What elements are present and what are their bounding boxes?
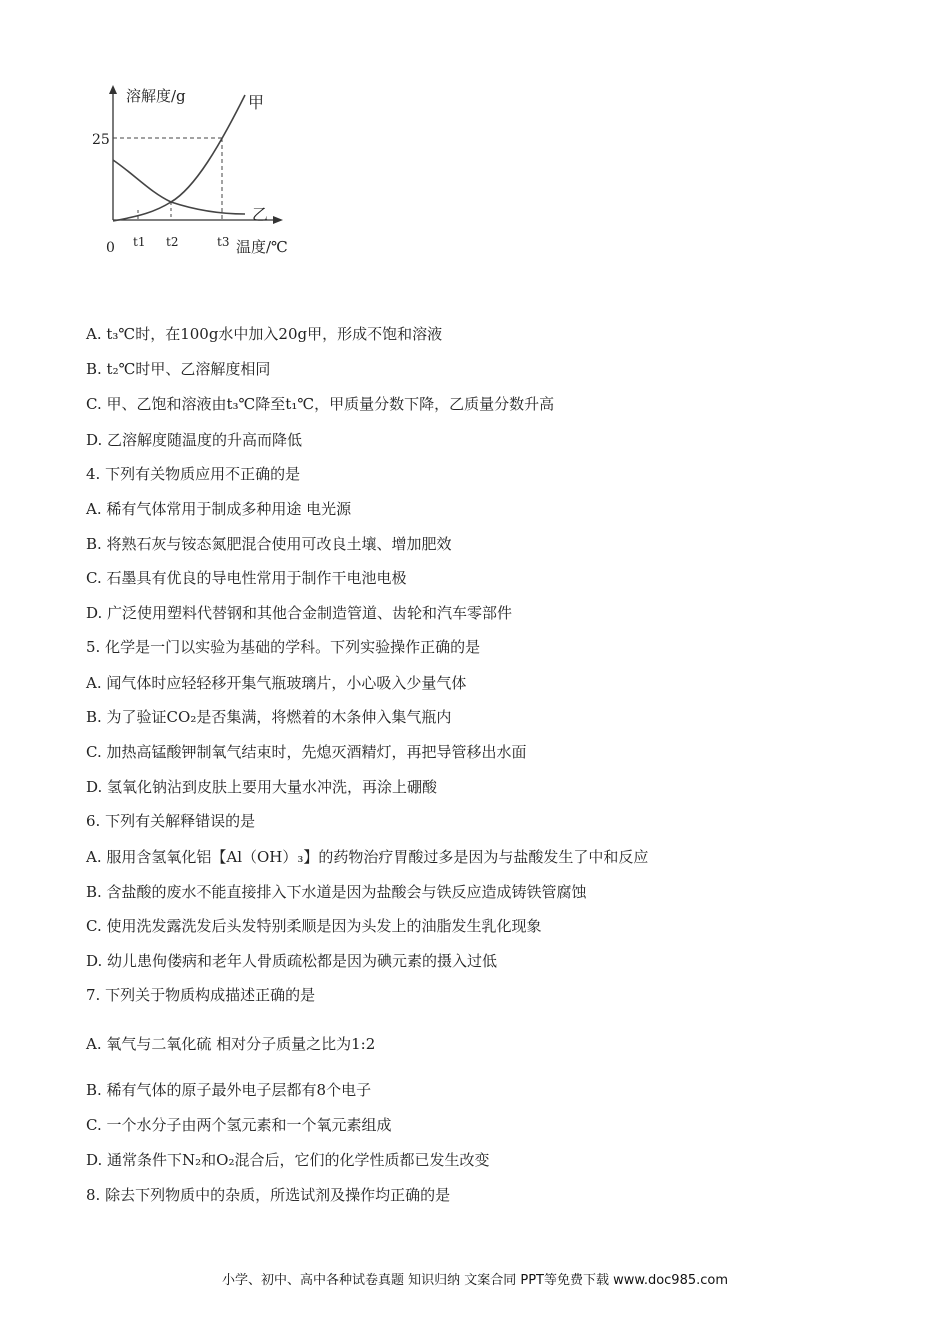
question-6: 6. 下列有关解释错误的是 [86,812,256,830]
question-8: 8. 除去下列物质中的杂质，所选试剂及操作均正确的是 [86,1186,451,1204]
option-7d: D. 通常条件下N₂和O₂混合后，它们的化学性质都已发生改变 [86,1151,490,1169]
x-tick-t3: t3 [217,235,230,249]
series-jia-label: 甲 [248,93,265,112]
option-4a: A. 稀有气体常用于制成多种用途 电光源 [86,500,352,518]
x-tick-t1: t1 [133,235,146,249]
option-6b: B. 含盐酸的废水不能直接排入下水道是因为盐酸会与铁反应造成铸铁管腐蚀 [86,883,587,901]
option-5b: B. 为了验证CO₂是否集满，将燃着的木条伸入集气瓶内 [86,708,452,726]
option-3a: A. t₃℃时，在100g水中加入20g甲，形成不饱和溶液 [86,325,443,343]
series-jia-curve [113,95,245,221]
option-5a: A. 闻气体时应轻轻移开集气瓶玻璃片，小心吸入少量气体 [86,674,467,692]
option-7a: A. 氧气与二氧化硫 相对分子质量之比为1:2 [86,1035,376,1053]
solubility-chart [80,80,310,270]
y-axis-label: 溶解度/g [126,87,186,105]
x-axis-arrow [273,216,283,224]
origin-label: 0 [106,240,115,256]
option-3d: D. 乙溶解度随温度的升高而降低 [86,431,303,449]
option-7c: C. 一个水分子由两个氢元素和一个氧元素组成 [86,1116,392,1134]
y-tick-25: 25 [92,132,110,148]
option-4d: D. 广泛使用塑料代替钢和其他合金制造管道、齿轮和汽车零部件 [86,604,513,622]
option-6d: D. 幼儿患佝偻病和老年人骨质疏松都是因为碘元素的摄入过低 [86,952,498,970]
option-5d: D. 氢氧化钠沾到皮肤上要用大量水冲洗，再涂上硼酸 [86,778,438,796]
x-axis-label: 温度/℃ [236,238,288,256]
question-5: 5. 化学是一门以实验为基础的学科。下列实验操作正确的是 [86,638,481,656]
y-axis-arrow [109,85,117,94]
option-5c: C. 加热高锰酸钾制氧气结束时，先熄灭酒精灯，再把导管移出水面 [86,743,527,761]
question-4: 4. 下列有关物质应用不正确的是 [86,465,301,483]
option-4b: B. 将熟石灰与铵态氮肥混合使用可改良土壤、增加肥效 [86,535,452,553]
x-tick-t2: t2 [166,235,179,249]
option-3c: C. 甲、乙饱和溶液由t₃℃降至t₁℃，甲质量分数下降，乙质量分数升高 [86,395,555,413]
series-yi-label: 乙 [252,205,269,224]
question-7: 7. 下列关于物质构成描述正确的是 [86,986,316,1004]
option-6a: A. 服用含氢氧化铝【Al（OH）₃】的药物治疗胃酸过多是因为与盐酸发生了中和反应 [86,848,649,866]
option-4c: C. 石墨具有优良的导电性常用于制作干电池电极 [86,569,407,587]
option-3b: B. t₂℃时甲、乙溶解度相同 [86,360,271,378]
series-yi-curve [113,160,245,214]
option-7b: B. 稀有气体的原子最外电子层都有8个电子 [86,1081,372,1099]
page-footer: 小学、初中、高中各种试卷真题 知识归纳 文案合同 PPT等免费下载 www.doc985.com [221,1273,729,1288]
option-6c: C. 使用洗发露洗发后头发特别柔顺是因为头发上的油脂发生乳化现象 [86,917,542,935]
